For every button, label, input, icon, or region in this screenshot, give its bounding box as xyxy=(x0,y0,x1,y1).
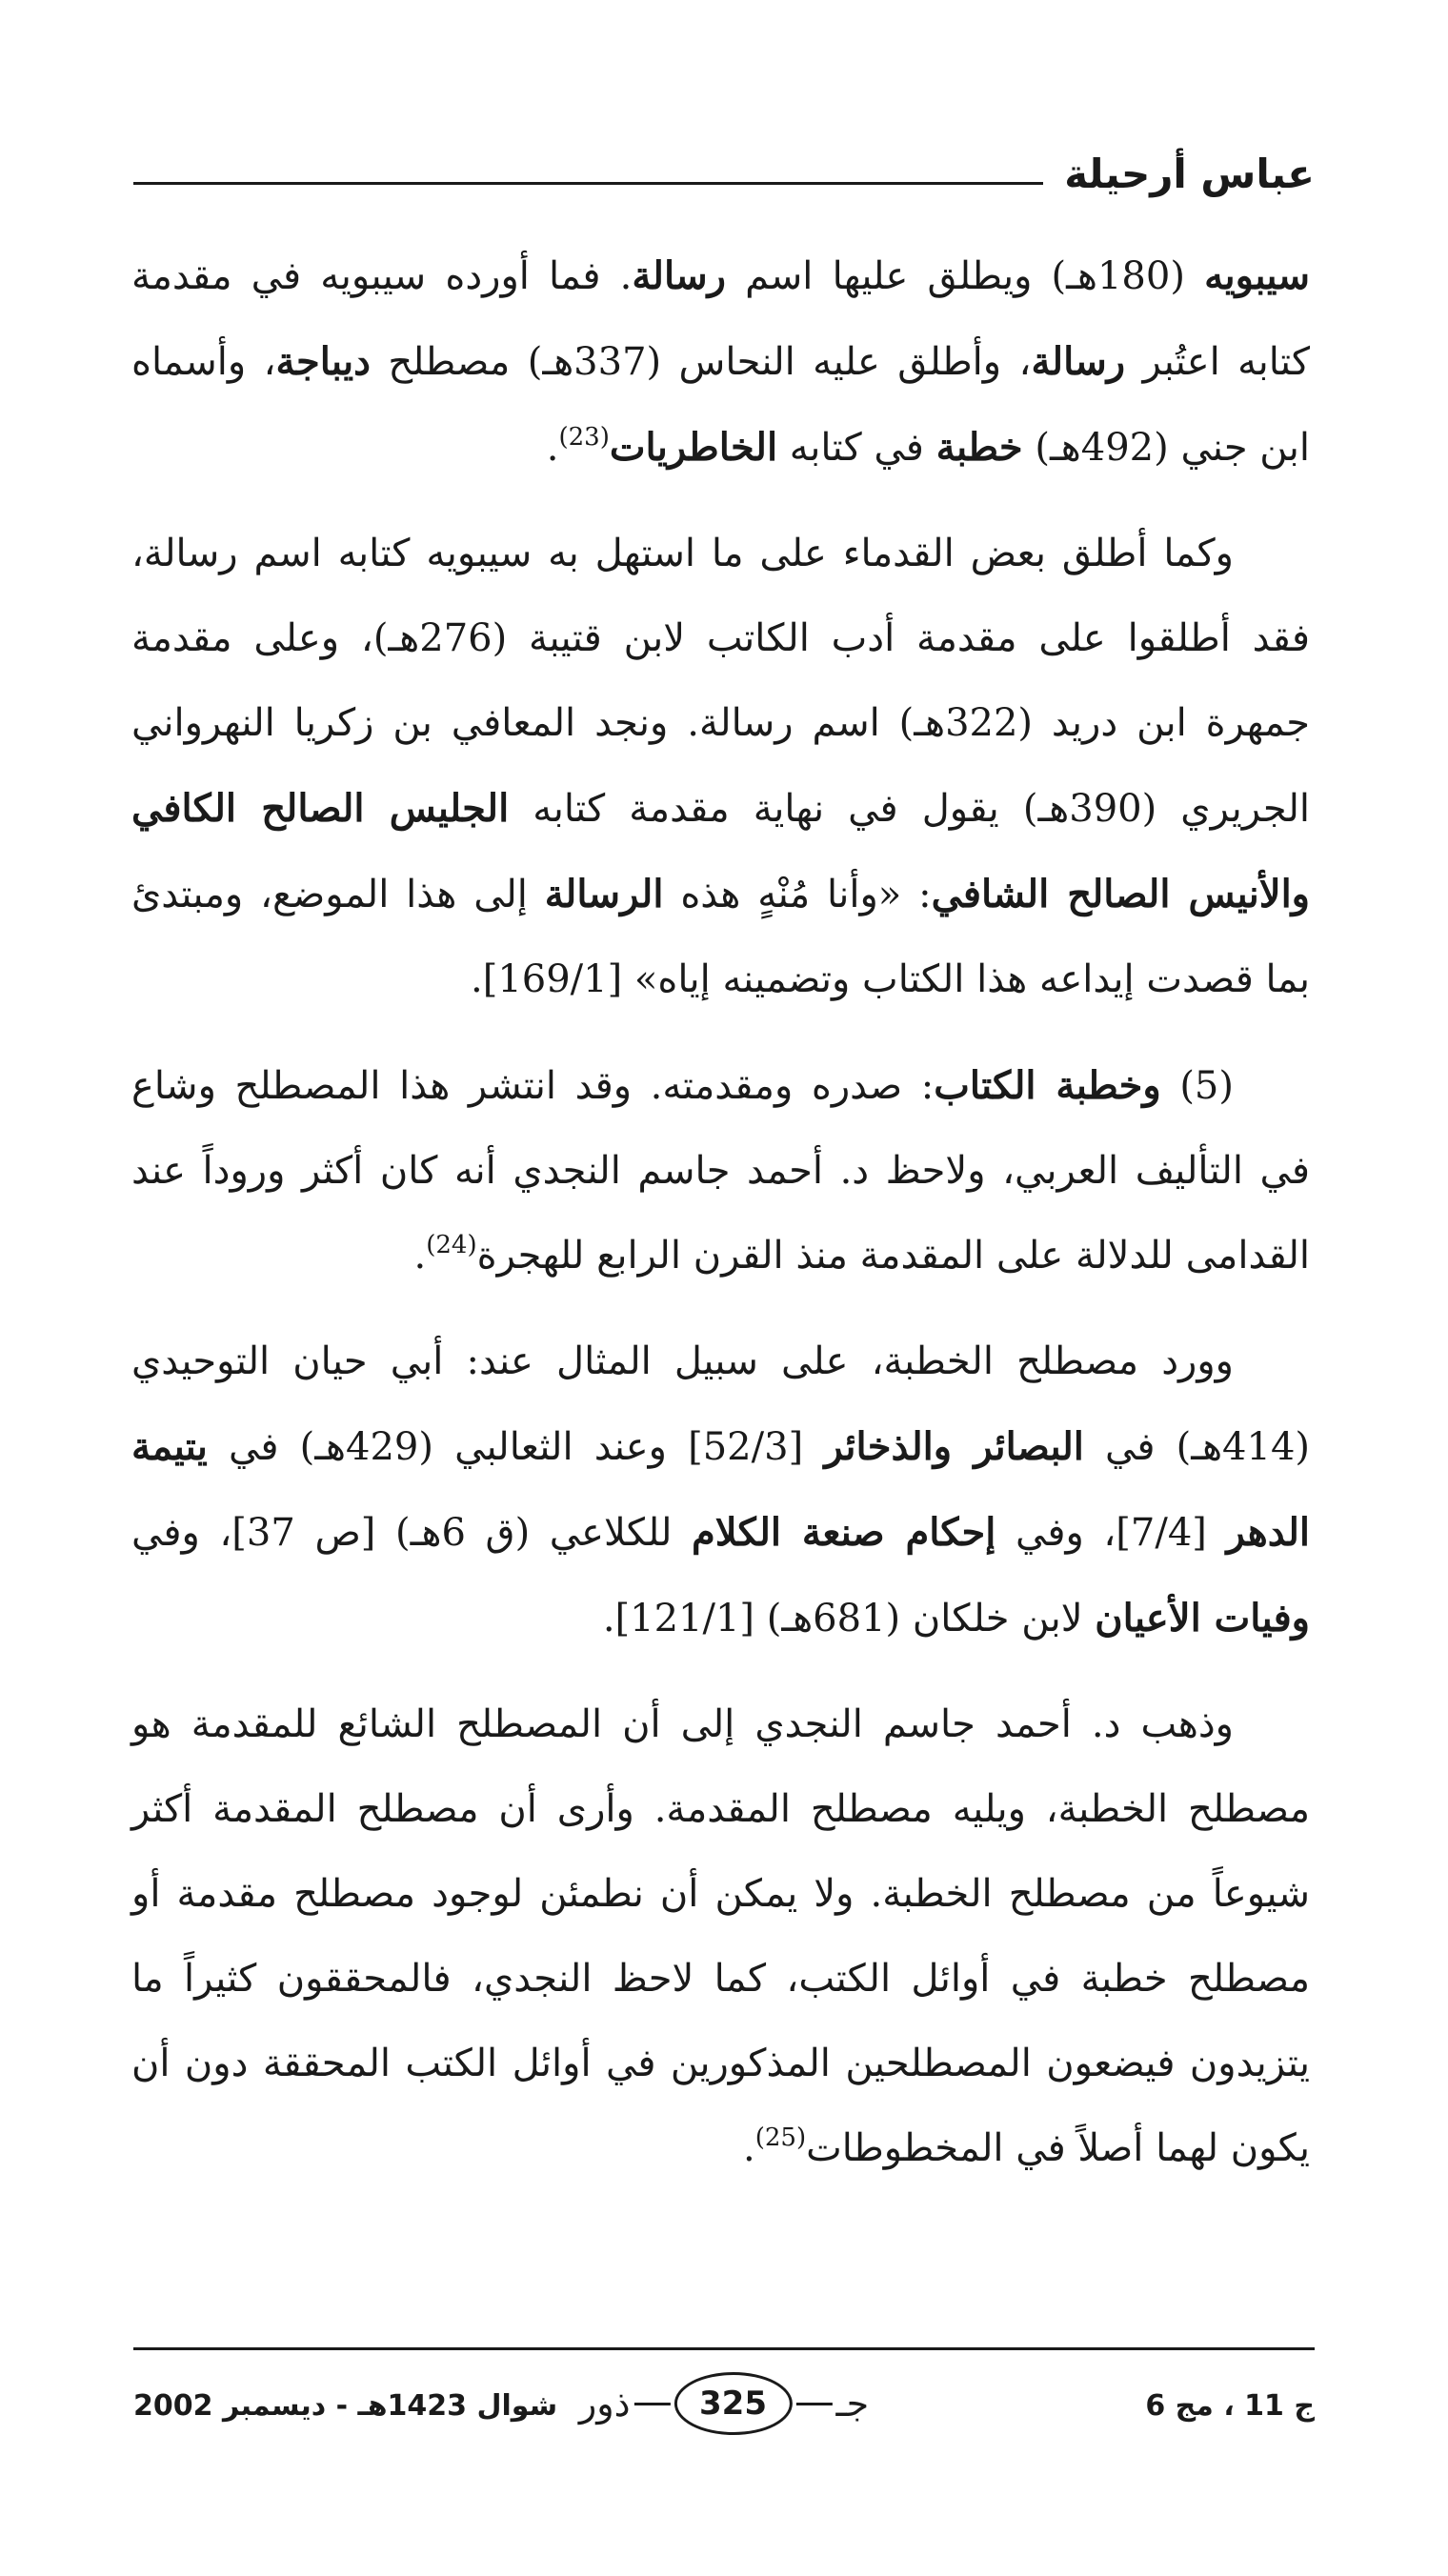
footer-issue: ج 11 ، مج 6 xyxy=(1145,2389,1315,2423)
term-khutba: خطبة xyxy=(935,425,1023,470)
term-risala: رسالة xyxy=(1031,339,1126,384)
paragraph-5 xyxy=(131,1682,1310,2191)
text-span: للكلاعي (ق 6هـ) [ص 37]، وفي xyxy=(131,1511,693,1555)
term-khutbat-al-kitab: وخطبة الكتاب xyxy=(934,1063,1161,1108)
footnote-ref: (24) xyxy=(426,1231,477,1259)
journal-mark-line xyxy=(796,2403,833,2405)
paragraph-1 xyxy=(131,233,1310,491)
paragraph-2 xyxy=(131,512,1310,1022)
text-span: [52/3] وعند الثعالبي (429هـ) في xyxy=(207,1425,825,1469)
footer-journal-mark xyxy=(579,2372,869,2435)
journal-name-left: جـ xyxy=(835,2383,870,2425)
paragraph-4 xyxy=(131,1319,1310,1661)
text-span: ، وأسماه ابن جني (492هـ) xyxy=(131,340,1310,470)
title-yatimat: يتيمة الدهر xyxy=(131,1424,1310,1555)
journal-name-right: ذور xyxy=(578,2383,631,2425)
title-khatiriyat: الخاطريات xyxy=(609,425,778,470)
text-span: (180هـ) ويطلق عليها اسم xyxy=(726,254,1205,298)
header-rule xyxy=(133,182,1043,185)
title-basair: البصائر والذخائر xyxy=(824,1424,1084,1469)
running-header xyxy=(133,133,1315,200)
header-author: عباس أرحيلة xyxy=(1064,151,1315,197)
title-wafayat: وفيات الأعيان xyxy=(1095,1596,1310,1640)
article-body xyxy=(131,233,1310,2212)
text-span: لابن خلكان (681هـ) [121/1]. xyxy=(602,1597,1096,1640)
term-sibawayh: سيبويه xyxy=(1204,253,1310,298)
term-dibaja: ديباجة xyxy=(275,339,371,384)
text-span: : صدره ومقدمته. وقد انتشر هذا المصطلح وشاع في التأليف العربي، ولاحظ د. أحمد جاسم النجدي أنه كان أكثر وروداً عند القدامى للدلالة على المقدمة منذ القرن الرابع للهجرة xyxy=(131,1064,1310,1278)
text-span: : «وأنا مُنْهٍ هذه xyxy=(663,873,932,916)
text-span: (5) xyxy=(1160,1064,1234,1108)
text-span: ، وأطلق عليه النحاس (337هـ) مصطلح xyxy=(370,340,1032,384)
term-risala: رسالة xyxy=(632,253,726,298)
text-span: . xyxy=(743,2126,755,2170)
text-span: وورد مصطلح الخطبة، على سبيل المثال عند: أبي حيان التوحيدي (414هـ) في xyxy=(131,1339,1311,1469)
text-span: وذهب د. أحمد جاسم النجدي إلى أن المصطلح الشائع للمقدمة هو مصطلح الخطبة، ويليه مصطلح المقدمة. وأرى أن مصطلح المقدمة أكثر شيوعاً من مصطلح الخطبة. ولا يمكن أن نطمئن لوجود مصطلح مقدمة أو مصطلح خطبة في أوائل الكتب، كما لاحظ النجدي، فالمحققون كثيراً ما يتزيدون فيضعون المصطلحين المذكورين في أوائل الكتب المحققة دون أن يكون لهما أصلاً في المخطوطات xyxy=(131,1702,1311,2170)
page-number: 325 xyxy=(674,2372,793,2435)
text-span: . xyxy=(413,1234,427,1278)
text-span: إلى هذا الموضع، ومبتدئ بما قصدت إيداعه هذا الكتاب وتضمينه إياه» [169/1]. xyxy=(131,873,1310,1001)
title-jalis: الجليس الصالح الكافي والأنيس الصالح الشافي xyxy=(131,786,1310,916)
page-footer xyxy=(133,2366,1315,2452)
text-span: وكما أطلق بعض القدماء على ما استهل به سيبويه كتابه اسم رسالة، فقد أطلقوا على مقدمة أدب الكاتب لابن قتيبة (276هـ)، وعلى مقدمة جمهرة ابن دريد (322هـ) اسم رسالة. ونجد المعافي بن زكريا النهرواني الجريري (390هـ) يقول في نهاية مقدمة كتابه xyxy=(131,532,1310,831)
paragraph-3 xyxy=(131,1043,1310,1298)
title-ihkam: إحكام صنعة الكلام xyxy=(692,1510,996,1555)
term-risala: الرسالة xyxy=(544,872,664,916)
footnote-ref: (25) xyxy=(754,2123,807,2152)
footer-rule xyxy=(133,2347,1315,2350)
text-span: في كتابه xyxy=(777,426,936,470)
footer-date: شوال 1423هـ - ديسمبر 2002 xyxy=(133,2389,558,2423)
text-span: [7/4]، وفي xyxy=(996,1511,1227,1555)
journal-mark-line xyxy=(634,2403,671,2405)
footnote-ref: (23) xyxy=(558,423,610,452)
text-span: . فما أورده سيبويه في مقدمة كتابه اعتُبر xyxy=(131,254,1311,384)
text-span: . xyxy=(546,426,559,470)
